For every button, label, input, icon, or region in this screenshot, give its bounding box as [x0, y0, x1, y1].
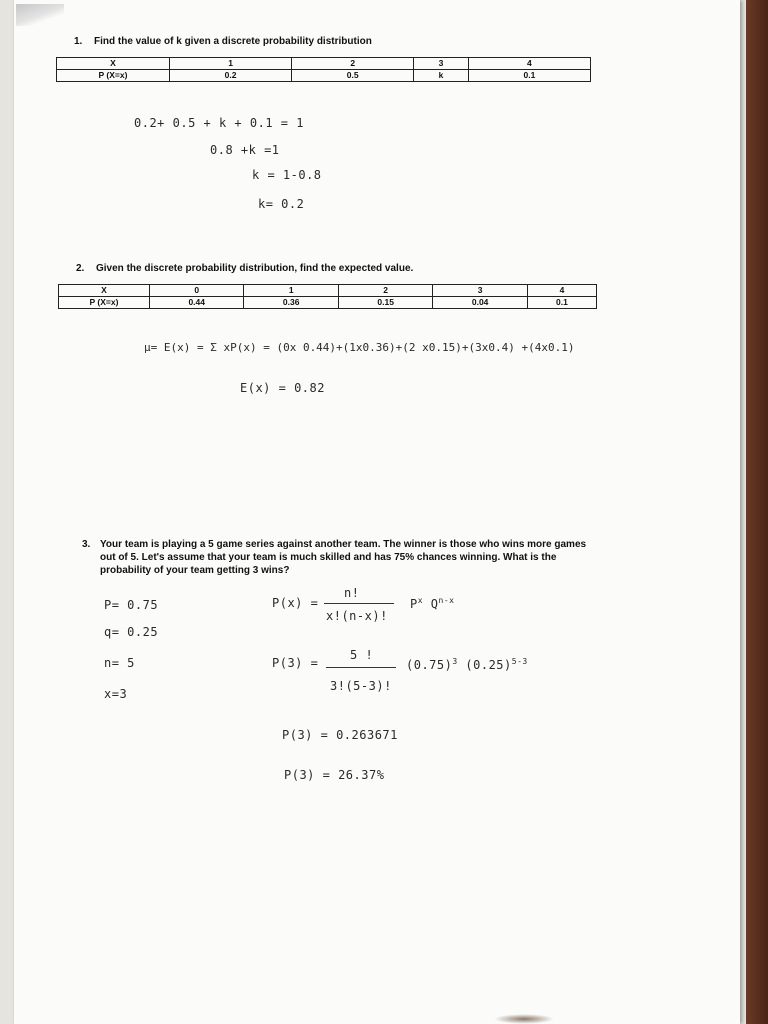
table-cell: 4: [468, 58, 590, 70]
q3-result: P(3) = 0.263671: [282, 728, 398, 742]
table-cell: P (X=x): [59, 297, 150, 309]
question-1-number: 1.: [74, 36, 83, 47]
formula-denominator: x!(n-x)!: [326, 609, 388, 623]
table-cell: 0.15: [338, 297, 432, 309]
table-row-x: [57, 58, 591, 70]
fraction-bar: [326, 667, 396, 668]
table-cell: 4: [527, 285, 596, 297]
question-2-number: 2.: [76, 263, 85, 274]
q1-work-line: 0.8 +k =1: [210, 143, 280, 157]
formula-numerator: n!: [344, 586, 360, 600]
table-row-x: [59, 285, 597, 297]
substitution-numerator: 5 !: [350, 648, 374, 662]
q3-given: q= 0.25: [104, 625, 159, 639]
bottom-smudge: [494, 1014, 554, 1024]
formula-base: P: [410, 597, 418, 611]
table-cell: 1: [244, 285, 338, 297]
substitution-base: (0.25): [457, 658, 512, 672]
worksheet-page: [14, 0, 740, 1024]
table-row-p: [57, 70, 591, 82]
substitution-denominator: 3!(5-3)!: [330, 679, 392, 693]
table-cell: 0.04: [433, 297, 527, 309]
table-cell: 0.1: [468, 70, 590, 82]
question-3: [82, 538, 602, 577]
table-cell: k: [414, 70, 469, 82]
q1-work-line: k= 0.2: [258, 197, 305, 211]
table-cell: 1: [170, 58, 292, 70]
table-cell: 2: [292, 58, 414, 70]
question-3-number: 3.: [82, 539, 91, 550]
background-edge: [746, 0, 768, 1024]
corner-smudge: [16, 4, 64, 26]
formula-lhs: P(x) =: [272, 596, 319, 610]
question-1-prompt: Find the value of k given a discrete probability distribution: [94, 36, 372, 47]
q2-work-line: μ= E(x) = Σ xP(x) = (0x 0.44)+(1x0.36)+(2 x0.15)+(3x0.4) +(4x0.1): [144, 341, 575, 354]
q3-given: x=3: [104, 687, 128, 701]
table-cell: 0.5: [292, 70, 414, 82]
formula-exponent: n-x: [438, 596, 455, 605]
formula-base: Q: [423, 597, 439, 611]
fraction-bar: [324, 603, 394, 604]
q1-work-line: 0.2+ 0.5 + k + 0.1 = 1: [134, 116, 304, 130]
q3-given: n= 5: [104, 656, 135, 670]
table-cell: X: [59, 285, 150, 297]
table-cell: 3: [433, 285, 527, 297]
substitution-exponent: 3: [452, 657, 458, 666]
table-cell: 0: [150, 285, 244, 297]
formula-tail: [410, 596, 454, 611]
q3-given: P= 0.75: [104, 598, 159, 612]
formula-exponent: x: [417, 596, 424, 605]
question-2: [76, 263, 413, 274]
question-1: [74, 36, 372, 47]
question-3-prompt: Your team is playing a 5 game series against another team. The winner is those who wins more games out of 5. Let's assume that your team is much skilled and has 75% chances winning. What is the probability of your team getting 3 wins?: [100, 539, 587, 576]
table-cell: 3: [414, 58, 469, 70]
q3-result: P(3) = 26.37%: [284, 768, 385, 782]
q2-work-line: E(x) = 0.82: [240, 381, 325, 395]
substitution-base: (0.75): [406, 658, 453, 672]
table-cell: 0.2: [170, 70, 292, 82]
substitution-lhs: P(3) =: [272, 656, 319, 670]
probability-table-1: [56, 57, 591, 82]
table-cell: X: [57, 58, 170, 70]
table-cell: 0.44: [150, 297, 244, 309]
q1-work-line: k = 1-0.8: [252, 168, 322, 182]
table-cell: 0.1: [527, 297, 596, 309]
probability-table-2: [58, 284, 597, 309]
table-cell: 2: [338, 285, 432, 297]
substitution-exponent: 5-3: [511, 657, 528, 666]
question-2-prompt: Given the discrete probability distribution, find the expected value.: [96, 263, 414, 274]
table-cell: P (X=x): [57, 70, 170, 82]
table-row-p: [59, 297, 597, 309]
table-cell: 0.36: [244, 297, 338, 309]
substitution-tail: [406, 657, 528, 672]
